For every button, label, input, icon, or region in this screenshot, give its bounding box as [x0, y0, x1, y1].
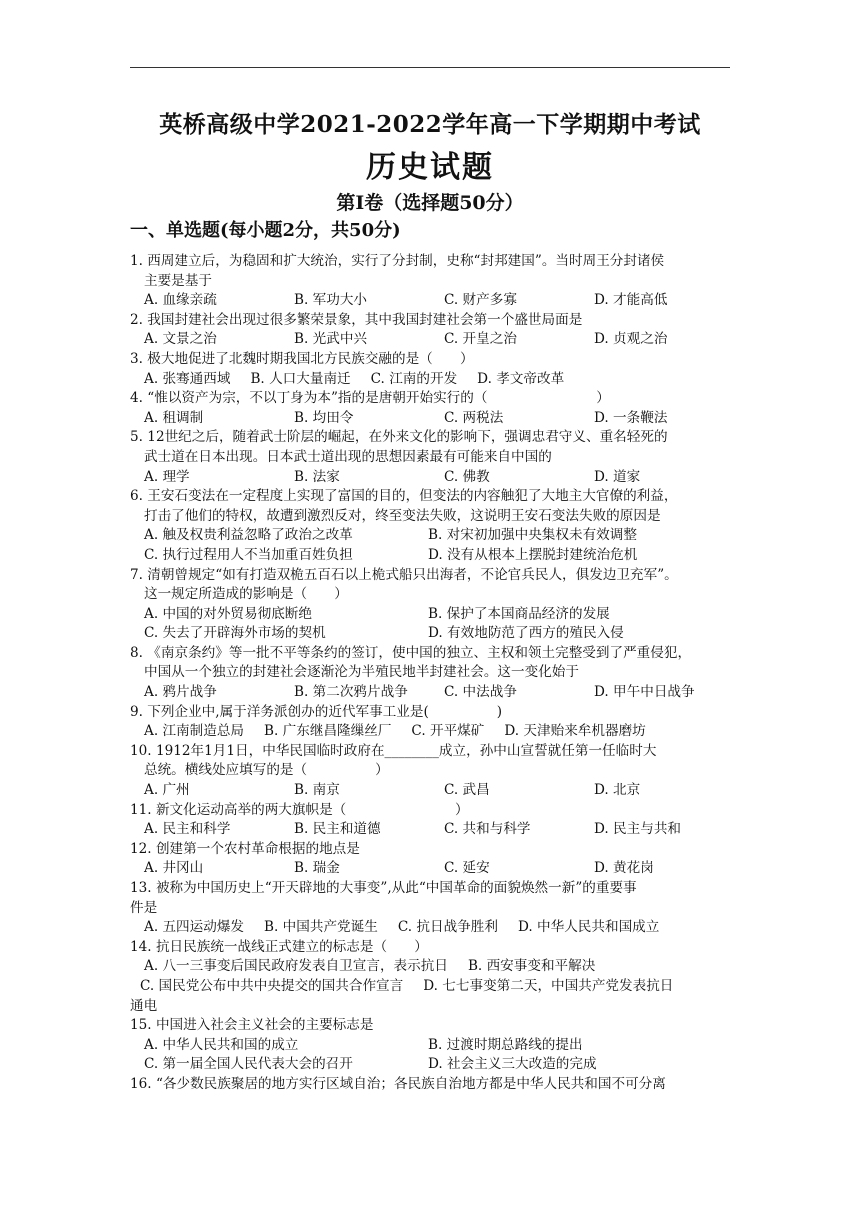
question-stem: 15. 中国进入社会主义社会的主要标志是 — [130, 1017, 374, 1034]
option-d: D. 黄花岗 — [594, 860, 654, 877]
options-row — [130, 957, 740, 977]
question-4 — [130, 389, 740, 428]
option-d: D. 甲午中日战争 — [594, 684, 695, 701]
option-a: A. 中国的对外贸易彻底断绝 — [144, 605, 312, 622]
option-b: B. 军功大小 — [294, 292, 368, 309]
option-c: C. 武昌 — [444, 782, 490, 799]
exam-title: 英桥高级中学2021-2022学年高一下学期期中考试 — [159, 111, 701, 138]
option-d: D. 才能高低 — [594, 292, 668, 309]
question-stem: 打击了他们的特权，故遭到激烈反对，终至变法失败，这说明王安石变法失败的原因是 — [144, 507, 661, 524]
subject-title: 历史试题 — [366, 150, 494, 185]
options-row — [130, 820, 740, 840]
question-stem: 13. 被称为中国历史上“开天辟地的大事变”,从此“中国革命的面貌焕然一新”的重要事 — [130, 880, 637, 896]
option-b: B. 过渡时期总路线的提出 — [428, 1036, 583, 1053]
question-stem: 5. 12世纪之后，随着武士阶层的崛起，在外来文化的影响下，强调忠君守义、重名轻死的 — [130, 429, 668, 446]
option-a: A. 井冈山 — [144, 860, 204, 877]
option-a: A. 广州 — [144, 782, 190, 799]
question-10 — [130, 742, 740, 801]
question-stem: 2. 我国封建社会出现过很多繁荣景象，其中我国封建社会第一个盛世局面是 — [130, 311, 583, 328]
option-b: B. 对宋初加强中央集权未有效调整 — [428, 527, 637, 544]
option-c: C. 延安 — [444, 860, 490, 877]
option-d: D. 没有从根本上摆脱封建统治危机 — [428, 546, 638, 563]
question-7 — [130, 566, 740, 644]
option-d: D. 民主与共和 — [594, 821, 682, 838]
option-d: D. 孝文帝改革 — [477, 370, 565, 387]
options-row — [130, 605, 740, 625]
question-stem: 1. 西周建立后，为稳固和扩大统治，实行了分封制，史称“封邦建国”。当时周王分封诸侯 — [130, 253, 665, 269]
option-a: A. 五四运动爆发 — [144, 919, 245, 936]
question-stem: 3. 极大地促进了北魏时期我国北方民族交融的是（ ） — [130, 350, 474, 367]
option-a: A. 触及权贵利益忽略了政治之改革 — [144, 527, 353, 544]
options-row — [130, 683, 740, 703]
question-stem: 主要是基于 — [144, 272, 212, 289]
question-list — [130, 252, 740, 1095]
question-1 — [130, 252, 740, 311]
option-b: B. 人口大量南迁 — [250, 370, 351, 387]
question-stem: 总统。横线处应填写的是（ ） — [144, 762, 389, 779]
options-row — [130, 468, 740, 488]
options-row — [130, 1036, 740, 1056]
option-c: C. 失去了开辟海外市场的契机 — [144, 625, 326, 642]
option-b: B. 保护了本国商品经济的发展 — [428, 605, 610, 622]
option-b: B. 民主和道德 — [294, 821, 381, 838]
option-b: B. 中国共产党诞生 — [264, 919, 378, 936]
part-title: 第Ⅰ卷（选择题50分） — [336, 192, 524, 214]
option-d: D. 道家 — [594, 468, 641, 485]
option-c: C. 开平煤矿 — [411, 723, 485, 740]
option-c: C. 中法战争 — [444, 684, 517, 701]
option-a: A. 鸦片战争 — [144, 684, 217, 701]
question-3 — [130, 350, 740, 389]
question-stem: 4. “惟以资产为宗，不以丁身为本”指的是唐朝开始实行的（ ） — [130, 390, 610, 407]
option-b: B. 西安事变和平解决 — [467, 958, 596, 975]
option-b: B. 广东继昌隆缫丝厂 — [264, 723, 392, 740]
option-c: C. 抗日战争胜利 — [397, 919, 498, 936]
option-b: B. 瑞金 — [294, 860, 340, 877]
options-row — [130, 1055, 740, 1075]
question-stem: 12. 创建第一个农村革命根据的地点是 — [130, 840, 360, 857]
option-c: C. 两税法 — [444, 409, 504, 426]
options-row — [130, 624, 740, 644]
options-row — [130, 722, 740, 742]
question-14 — [130, 938, 740, 1016]
option-d: D. 贞观之治 — [594, 331, 668, 348]
option-c: C. 执行过程用人不当加重百姓负担 — [144, 546, 353, 563]
question-9 — [130, 703, 740, 742]
options-row — [130, 291, 740, 311]
question-stem: 中国从一个独立的封建社会逐渐沦为半殖民地半封建社会。这一变化始于 — [144, 664, 579, 681]
header-rule — [130, 67, 730, 68]
option-a: A. 血缘亲疏 — [144, 292, 217, 309]
option-c: C. 财产多寡 — [444, 292, 517, 309]
option-b: B. 法家 — [294, 468, 340, 485]
question-2 — [130, 311, 740, 350]
option-a: A. 张骞通西域 — [144, 370, 231, 387]
question-8 — [130, 644, 740, 703]
option-d: D. 有效地防范了西方的殖民入侵 — [428, 625, 624, 642]
options-row — [130, 526, 740, 546]
options-row — [130, 918, 740, 938]
option-c: C. 国民党公布中共中央提交的国共合作宣言 — [140, 977, 404, 994]
option-d: D. 中华人民共和国成立 — [517, 919, 660, 936]
option-a: A. 中华人民共和国的成立 — [144, 1036, 299, 1053]
question-stem: 件是 — [130, 899, 158, 916]
question-stem: 武士道在日本出现。日本武士道出现的思想因素最有可能来自中国的 — [144, 448, 552, 465]
section-heading: 一、单选题(每小题2分，共50分) — [130, 220, 401, 241]
option-d: D. 七七事变第二天，中国共产党发表抗日 — [423, 977, 674, 994]
options-row — [130, 859, 740, 879]
option-a: A. 八一三事变后国民政府发表自卫宣言，表示抗日 — [144, 958, 448, 975]
option-c: C. 佛教 — [444, 468, 490, 485]
option-b: B. 均田令 — [294, 409, 354, 426]
question-stem: 7. 清朝曾规定“如有打造双桅五百石以上桅式船只出海者，不论官兵民人，俱发边卫充军”。 — [130, 566, 678, 583]
options-row — [130, 409, 740, 429]
question-16 — [130, 1075, 740, 1095]
question-11 — [130, 801, 740, 840]
option-b: B. 南京 — [294, 782, 340, 799]
option-a: A. 民主和科学 — [144, 821, 231, 838]
question-12 — [130, 840, 740, 879]
option-a: A. 理学 — [144, 468, 190, 485]
question-stem: 11. 新文化运动高举的两大旗帜是（ ） — [130, 801, 469, 818]
question-13 — [130, 879, 740, 938]
option-d: D. 一条鞭法 — [594, 409, 668, 426]
options-row — [130, 330, 740, 350]
option-c: C. 共和与科学 — [444, 821, 531, 838]
option-b: B. 第二次鸦片战争 — [294, 684, 408, 701]
question-stem: 16. “各少数民族聚居的地方实行区域自治；各民族自治地方都是中华人民共和国不可分离 — [130, 1075, 666, 1092]
option-c: C. 开皇之治 — [444, 331, 517, 348]
option-d: D. 天津贻来牟机器磨坊 — [504, 723, 646, 740]
options-row — [130, 977, 740, 997]
question-6 — [130, 487, 740, 565]
question-stem: 8. 《南京条约》等一批不平等条约的签订，使中国的独立、主权和领土完整受到了严重侵犯， — [130, 644, 692, 661]
option-b: B. 光武中兴 — [294, 331, 368, 348]
option-d: D. 社会主义三大改造的完成 — [428, 1056, 597, 1073]
question-stem: 这一规定所造成的影响是（ ） — [144, 586, 348, 603]
option-d: D. 北京 — [594, 782, 641, 799]
options-row — [130, 546, 740, 566]
question-15 — [130, 1016, 740, 1075]
options-row — [130, 781, 740, 801]
question-stem: 6. 王安石变法在一定程度上实现了富国的目的，但变法的内容触犯了大地主大官僚的利益， — [130, 488, 678, 505]
question-5 — [130, 428, 740, 487]
option-a: A. 租调制 — [144, 409, 204, 426]
question-stem: 14. 抗日民族统一战线正式建立的标志是（ ） — [130, 938, 428, 955]
option-a: A. 文景之治 — [144, 331, 217, 348]
option-d-continuation: 通电 — [130, 997, 158, 1014]
options-row — [130, 370, 740, 390]
option-c: C. 第一届全国人民代表大会的召开 — [144, 1056, 353, 1073]
question-stem: 10. 1912年1月1日，中华民国临时政府在________成立，孙中山宣誓就任第一任临时大 — [130, 742, 657, 759]
option-a: A. 江南制造总局 — [144, 723, 245, 740]
question-stem: 9. 下列企业中,属于洋务派创办的近代军事工业是( ) — [130, 703, 503, 720]
option-c: C. 江南的开发 — [370, 370, 458, 387]
